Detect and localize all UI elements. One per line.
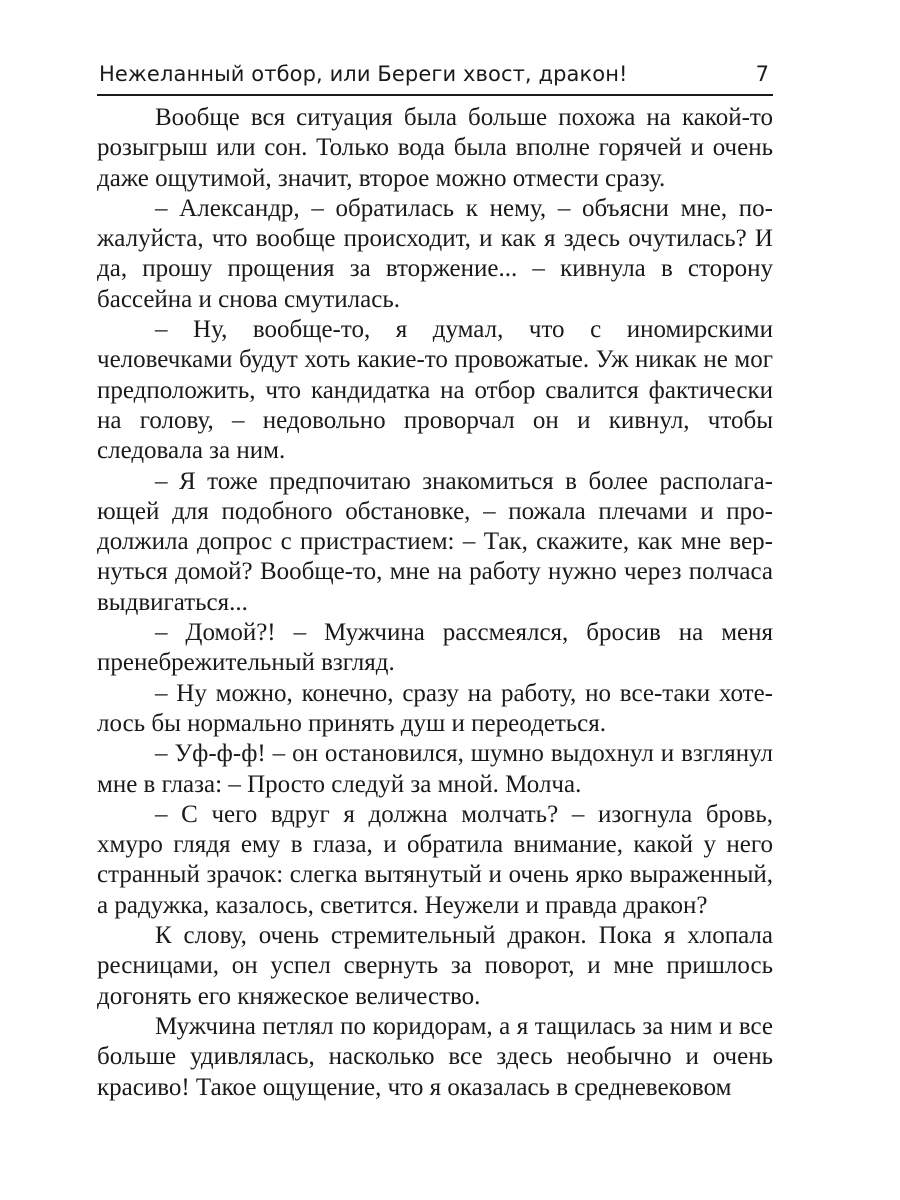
paragraph: – С чего вдруг я должна молчать? – изогнула бровь, хмуро глядя ему в глаза, и обратила внимание, какой у него странный зрачок: слегка вытянутый и очень ярко выраженный, а радужка, казалось, светится. Неужели и правда дракон? — [97, 800, 773, 919]
paragraph: К слову, очень стремительный дракон. Пока я хлопала ресницами, он успел свернуть за поворот, и мне пришлось догонять его княжеское величество. — [97, 922, 773, 1010]
paragraph: – Ну, вообще-то, я думал, что с иномирскими человечками будут хоть какие-то провожатые. Уж никак не мог предположить, что кандидатка на отбор свалится фактически на голову, – недовольно проворчал он и кивнул, чтобы следовала за ним. — [97, 316, 773, 465]
page-number: 7 — [755, 62, 769, 86]
paragraph: – Ну можно, конечно, сразу на работу, но все-таки хотелось бы нормально принять душ и переодеться. — [97, 679, 773, 737]
paragraph: Мужчина петлял по коридорам, а я тащилась за ним и все больше удивлялась, насколько все здесь необычно и очень красиво! Такое ощущение, что я оказалась в средневековом — [97, 1012, 773, 1101]
running-header — [97, 58, 773, 96]
paragraph: – Я тоже предпочитаю знакомиться в более располагающей для подобного обстановке, – пожала плечами и продолжила допрос с пристрастием: – Так, скажите, как мне вернуться домой? Вообще-то, мне на работу нужно через полчаса выдвигаться... — [97, 467, 773, 616]
paragraph: – Уф-ф-ф! – он остановился, шумно выдохнул и взглянул мне в глаза: – Просто следуй за мной. Молча. — [97, 740, 773, 798]
paragraph: – Домой?! – Мужчина рассмеялся, бросив на меня пренебрежительный взгляд. — [97, 619, 773, 677]
paragraph: Вообще вся ситуация была больше похожа на какой-то розыгрыш или сон. Только вода была вполне горячей и очень даже ощутимой, значит, второе можно отмести сразу. — [97, 104, 773, 192]
body-text — [97, 103, 773, 1103]
paragraph: – Александр, – обратилась к нему, – объясни мне, пожалуйста, что вообще происходит, и как я здесь очутилась? И да, прошу прощения за вторжение... – кивнула в сторону бассейна и снова смутилась. — [97, 194, 773, 313]
book-title: Нежеланный отбор, или Береги хвост, дракон! — [99, 62, 628, 86]
